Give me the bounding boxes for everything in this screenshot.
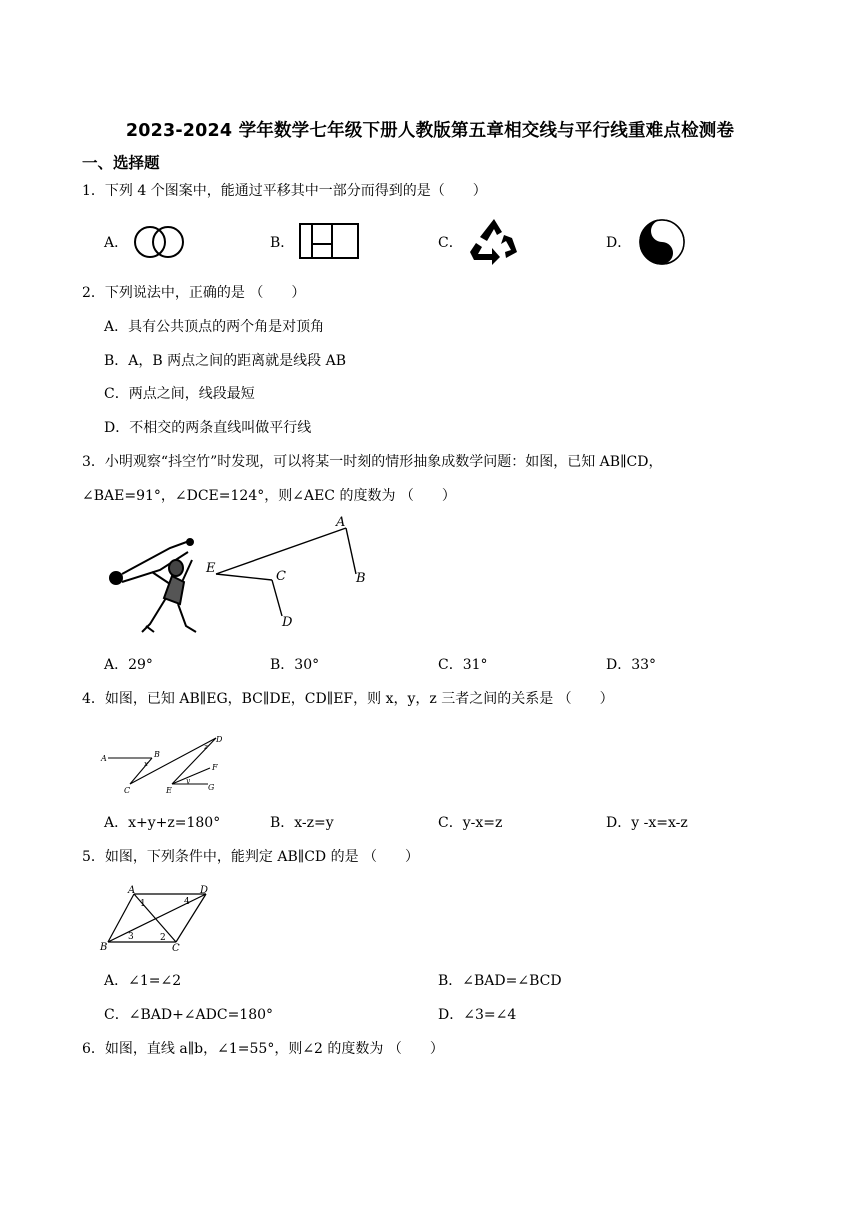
q5-option-d: D．∠3=∠4 (438, 1007, 517, 1023)
q2-option-b: B．A，B 两点之间的距离就是线段 AB (104, 353, 346, 369)
q1-option-d: D． (606, 235, 632, 251)
question-4-stem: 4．如图，已知 AB∥EG，BC∥DE，CD∥EF，则 x，y，z 三者之间的关系是 （ ） (82, 691, 614, 707)
label-z: z (204, 743, 208, 751)
q2-option-c: C．两点之间，线段最短 (104, 386, 255, 402)
question-6-stem: 6．如图，直线 a∥b，∠1=55°，则∠2 的度数为 （ ） (82, 1041, 444, 1057)
label-3: 3 (128, 932, 134, 942)
question-1-stem: 1．下列 4 个图案中，能通过平移其中一部分而得到的是（ ） (82, 183, 487, 199)
q3-option-c: C．31° (438, 657, 488, 673)
label-1: 1 (140, 899, 146, 909)
label-x: x (144, 760, 148, 768)
page-title: 2023-2024 学年数学七年级下册人教版第五章相交线与平行线重难点检测卷 (125, 121, 735, 141)
label-c: C (172, 943, 180, 954)
diabolo-player-illustration (110, 539, 196, 632)
q1-option-c: C． (438, 235, 463, 251)
parallelogram-figure-q5 (100, 884, 220, 954)
label-e: E (166, 786, 172, 795)
label-y: y (186, 777, 190, 785)
label-e: E (206, 561, 216, 576)
q5-option-b: B．∠BAD=∠BCD (438, 973, 562, 989)
rectangle-pattern-figure (298, 222, 360, 260)
two-circles-figure (132, 224, 192, 260)
question-2-stem: 2．下列说法中，正确的是 （ ） (82, 285, 306, 301)
q5-option-c: C．∠BAD+∠ADC=180° (104, 1007, 274, 1023)
label-f: F (212, 763, 218, 772)
q2-option-a: A．具有公共顶点的两个角是对顶角 (104, 319, 325, 335)
question-3-stem-line1: 3．小明观察“抖空竹”时发现，可以将某一时刻的情形抽象成数学问题：如图，已知 AB∥CD， (82, 454, 663, 470)
q5-option-a: A．∠1=∠2 (104, 973, 182, 989)
label-b: B (356, 571, 366, 586)
label-d: D (282, 615, 293, 630)
q3-option-a: A．29° (104, 657, 153, 673)
label-a: A (128, 885, 136, 896)
q4-option-c: C．y-x=z (438, 815, 503, 831)
q2-option-d: D．不相交的两条直线叫做平行线 (104, 420, 312, 436)
yin-yang-icon (638, 218, 686, 266)
label-c: C (276, 569, 286, 584)
label-b: B (154, 750, 160, 759)
q4-option-a: A．x+y+z=180° (104, 815, 221, 831)
q3-option-b: B．30° (270, 657, 320, 673)
label-d: D (200, 885, 209, 896)
parallel-lines-figure-q4 (100, 732, 230, 796)
q1-option-b: B． (270, 235, 295, 251)
q4-option-d: D．y -x=x-z (606, 815, 688, 831)
diabolo-figure (100, 512, 380, 642)
recycle-icon (468, 216, 520, 266)
label-4: 4 (184, 897, 190, 907)
label-2: 2 (160, 933, 166, 943)
question-3-stem-line2: ∠BAE=91°，∠DCE=124°，则∠AEC 的度数为 （ ） (82, 488, 456, 504)
q3-option-d: D．33° (606, 657, 657, 673)
label-a: A (336, 515, 346, 530)
label-b: B (100, 942, 108, 953)
question-5-stem: 5．如图，下列条件中，能判定 AB∥CD 的是 （ ） (82, 849, 420, 865)
label-a: A (101, 754, 107, 763)
label-c: C (124, 786, 131, 795)
q4-option-b: B．x-z=y (270, 815, 334, 831)
label-d: D (216, 735, 223, 744)
q1-option-a: A． (104, 235, 129, 251)
label-g: G (208, 783, 215, 792)
section-heading: 一、选择题 (82, 154, 160, 172)
